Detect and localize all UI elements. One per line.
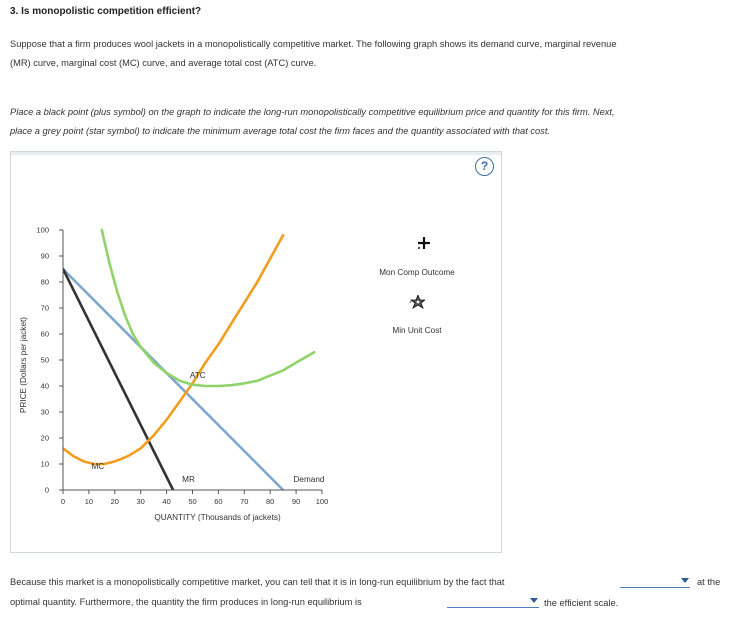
demand-label: Demand — [293, 475, 325, 485]
x-tick-label: 40 — [162, 497, 171, 506]
atc-label: ATC — [189, 371, 206, 381]
equilibrium-condition-dropdown[interactable] — [620, 576, 690, 588]
x-tick-label: 70 — [240, 497, 249, 506]
mr-label: MR — [182, 475, 195, 485]
y-tick-label: 0 — [44, 485, 49, 495]
y-tick-label: 40 — [40, 381, 49, 391]
question-instructions — [10, 103, 750, 141]
x-tick-label: 0 — [60, 497, 66, 506]
graph-panel — [10, 151, 502, 553]
intro-line-1: Suppose that a firm produces wool jackets in a monopolistically competitive market. The following graph shows its demand curve, marginal revenue — [10, 39, 617, 49]
x-tick-label: 60 — [214, 497, 223, 506]
mc-curve — [63, 235, 283, 464]
y-axis-label: PRICE (Dollars per jacket) — [19, 317, 28, 413]
graph-area[interactable] — [11, 152, 503, 554]
chevron-down-icon — [681, 578, 689, 583]
x-tick-label: 50 — [188, 497, 197, 506]
question-intro — [10, 35, 746, 73]
y-tick-label: 80 — [40, 277, 49, 287]
question-title: 3. Is monopolistic competition efficient? — [10, 6, 202, 17]
bottom-sentence-1: Because this market is a monopolistically competitive market, you can tell that it is in long-run equilibrium by the fact that — [10, 577, 505, 587]
atc-curve — [102, 230, 314, 386]
y-tick-label: 50 — [40, 355, 49, 365]
x-tick-label: 10 — [84, 497, 94, 506]
plus-point-icon[interactable] — [417, 236, 431, 255]
bottom-sentence-1-end: at the — [697, 577, 721, 587]
x-axis-label: QUANTITY (Thousands of jackets) — [154, 513, 281, 522]
y-tick-label: 30 — [40, 407, 49, 417]
instruction-line-1: Place a black point (plus symbol) on the graph to indicate the long-run monopolistically competitive equilibrium price and quantity for this firm. Next, — [10, 107, 615, 117]
y-tick-label: 60 — [40, 329, 49, 339]
chevron-down-icon — [530, 598, 538, 603]
x-tick-label: 80 — [266, 497, 275, 506]
x-tick-label: 90 — [291, 497, 301, 506]
min-unit-cost-label: Min Unit Cost — [392, 326, 442, 335]
y-tick-label: 70 — [40, 303, 49, 313]
mc-label: MC — [91, 462, 105, 472]
x-tick-label: 100 — [315, 497, 329, 506]
efficient-scale-dropdown[interactable] — [447, 596, 539, 608]
y-tick-label: 90 — [40, 251, 49, 261]
instruction-line-2: place a grey point (star symbol) to indicate the minimum average total cost the firm faces and the quantity associated with that cost. — [10, 126, 551, 136]
x-tick-label: 20 — [110, 497, 119, 506]
mon-comp-outcome-label: Mon Comp Outcome — [379, 268, 455, 277]
y-tick-label: 20 — [40, 433, 49, 443]
x-tick-label: 30 — [136, 497, 145, 506]
bottom-sentence-2: optimal quantity. Furthermore, the quantity the firm produces in long-run equilibrium is — [10, 597, 362, 607]
y-tick-label: 10 — [40, 459, 49, 469]
bottom-sentence-2-end: the efficient scale. — [544, 598, 619, 608]
mr-curve — [63, 269, 173, 490]
y-tick-label: 100 — [36, 225, 49, 235]
intro-line-2: (MR) curve, marginal cost (MC) curve, and average total cost (ATC) curve. — [10, 58, 317, 68]
star-point-icon[interactable] — [409, 295, 425, 314]
demand-curve — [63, 269, 283, 490]
help-icon[interactable]: ? — [475, 157, 494, 176]
